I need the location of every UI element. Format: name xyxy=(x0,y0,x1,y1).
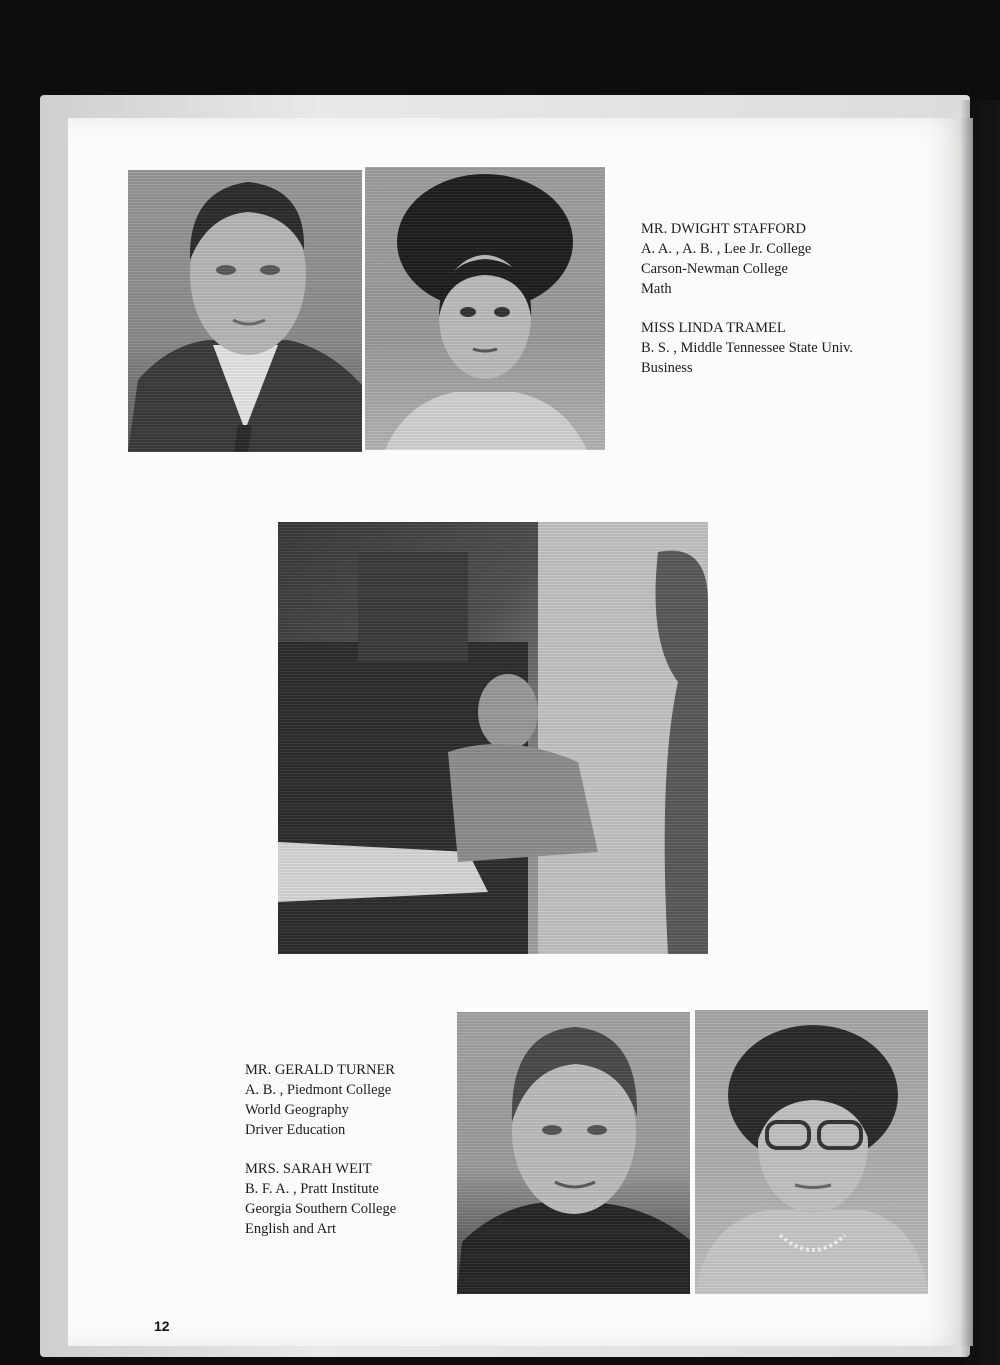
faculty-name: MISS LINDA TRAMEL xyxy=(641,320,786,336)
page-edge-shadow xyxy=(960,100,1000,1365)
faculty-detail: Georgia Southern College xyxy=(245,1201,397,1217)
faculty-detail: English and Art xyxy=(245,1221,337,1237)
faculty-name: MR. GERALD TURNER xyxy=(245,1062,395,1078)
caption-block-top xyxy=(641,219,853,378)
portrait-photo-tramel xyxy=(365,167,605,450)
portrait-photo-turner xyxy=(457,1012,690,1294)
faculty-detail: Carson-Newman College xyxy=(641,261,788,277)
faculty-detail: A. B. , Piedmont College xyxy=(245,1082,392,1098)
portrait-photo-stafford xyxy=(128,170,362,452)
page-number: 12 xyxy=(154,1318,170,1334)
faculty-detail: A. A. , A. B. , Lee Jr. College xyxy=(641,241,812,257)
portrait-photo-weit xyxy=(695,1010,928,1294)
faculty-name: MRS. SARAH WEIT xyxy=(245,1161,372,1177)
faculty-detail: B. S. , Middle Tennessee State Univ. xyxy=(641,340,854,356)
faculty-detail: B. F. A. , Pratt Institute xyxy=(245,1181,379,1197)
caption-block-bottom xyxy=(245,1060,396,1239)
candid-classroom-photo xyxy=(278,522,708,954)
faculty-detail: Driver Education xyxy=(245,1122,346,1138)
faculty-name: MR. DWIGHT STAFFORD xyxy=(641,221,806,237)
faculty-detail: Business xyxy=(641,360,693,376)
faculty-detail: World Geography xyxy=(245,1102,349,1118)
faculty-detail: Math xyxy=(641,281,672,297)
